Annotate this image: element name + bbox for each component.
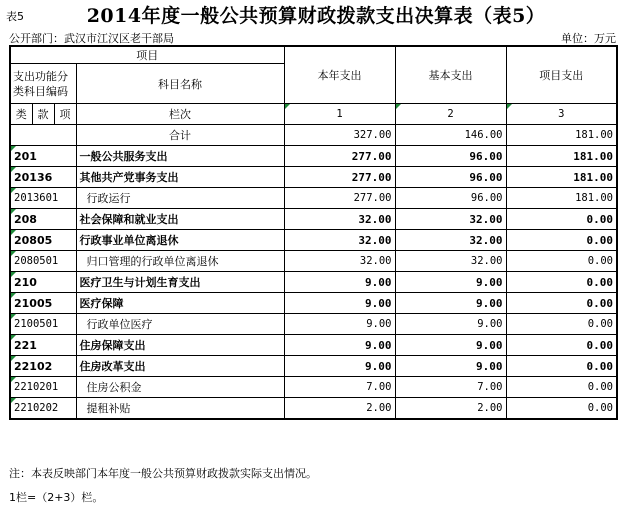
row-total-value: 277.00 bbox=[284, 188, 395, 209]
row-project-value: 0.00 bbox=[506, 335, 617, 356]
row-subject-name: 行政事业单位离退休 bbox=[76, 230, 284, 251]
lanci-label: 栏次 bbox=[76, 104, 284, 125]
table-row bbox=[10, 398, 617, 420]
row-total-value: 9.00 bbox=[284, 356, 395, 377]
code-header: 支出功能分类科目编码 bbox=[10, 64, 76, 104]
table-row bbox=[10, 356, 617, 377]
kuan-header: 款 bbox=[32, 104, 54, 125]
row-subject-name: 提租补贴 bbox=[76, 398, 284, 420]
total-value-3: 181.00 bbox=[506, 125, 617, 146]
row-code: 20805 bbox=[10, 230, 76, 251]
project-header: 项目 bbox=[10, 46, 284, 64]
row-total-value: 2.00 bbox=[284, 398, 395, 420]
table-row bbox=[10, 188, 617, 209]
xiang-header: 项 bbox=[54, 104, 76, 125]
row-total-value: 32.00 bbox=[284, 230, 395, 251]
row-basic-value: 9.00 bbox=[395, 293, 506, 314]
unit-label: 单位：万元 bbox=[561, 32, 616, 45]
row-subject-name: 归口管理的行政单位离退休 bbox=[76, 251, 284, 272]
department-label: 公开部门：武汉市江汉区老干部局 bbox=[9, 32, 174, 45]
index-2: 2 bbox=[395, 104, 506, 125]
row-code: 201 bbox=[10, 146, 76, 167]
row-total-value: 277.00 bbox=[284, 146, 395, 167]
row-subject-name: 住房保障支出 bbox=[76, 335, 284, 356]
row-subject-name: 其他共产党事务支出 bbox=[76, 167, 284, 188]
table-row bbox=[10, 377, 617, 398]
row-project-value: 0.00 bbox=[506, 209, 617, 230]
row-code: 2210202 bbox=[10, 398, 76, 420]
row-project-value: 0.00 bbox=[506, 314, 617, 335]
row-project-value: 0.00 bbox=[506, 398, 617, 420]
row-subject-name: 医疗卫生与计划生育支出 bbox=[76, 272, 284, 293]
row-total-value: 9.00 bbox=[284, 293, 395, 314]
row-basic-value: 2.00 bbox=[395, 398, 506, 420]
row-basic-value: 96.00 bbox=[395, 188, 506, 209]
row-total-value: 9.00 bbox=[284, 335, 395, 356]
row-basic-value: 9.00 bbox=[395, 272, 506, 293]
row-project-value: 0.00 bbox=[506, 272, 617, 293]
lei-header: 类 bbox=[10, 104, 32, 125]
index-1: 1 bbox=[284, 104, 395, 125]
row-project-value: 181.00 bbox=[506, 188, 617, 209]
row-subject-name: 社会保障和就业支出 bbox=[76, 209, 284, 230]
row-code: 2210201 bbox=[10, 377, 76, 398]
table-row bbox=[10, 314, 617, 335]
table-row bbox=[10, 272, 617, 293]
table-row bbox=[10, 293, 617, 314]
row-total-value: 7.00 bbox=[284, 377, 395, 398]
row-basic-value: 9.00 bbox=[395, 356, 506, 377]
row-total-value: 32.00 bbox=[284, 251, 395, 272]
expenditure-table bbox=[9, 45, 618, 420]
row-project-value: 181.00 bbox=[506, 146, 617, 167]
row-basic-value: 32.00 bbox=[395, 230, 506, 251]
subject-name-header: 科目名称 bbox=[76, 64, 284, 104]
row-total-value: 9.00 bbox=[284, 314, 395, 335]
row-code: 2080501 bbox=[10, 251, 76, 272]
row-basic-value: 32.00 bbox=[395, 251, 506, 272]
table-row bbox=[10, 146, 617, 167]
footnote-2: 1栏=（2+3）栏。 bbox=[9, 491, 104, 504]
row-project-value: 0.00 bbox=[506, 251, 617, 272]
col-basic-header: 基本支出 bbox=[395, 46, 506, 104]
table-tag: 表5 bbox=[6, 10, 24, 23]
page-title: 2014年度一般公共预算财政拨款支出决算表（表5） bbox=[86, 5, 546, 27]
row-subject-name: 住房公积金 bbox=[76, 377, 284, 398]
row-basic-value: 9.00 bbox=[395, 335, 506, 356]
row-code: 208 bbox=[10, 209, 76, 230]
total-value-2: 146.00 bbox=[395, 125, 506, 146]
row-code: 210 bbox=[10, 272, 76, 293]
row-basic-value: 96.00 bbox=[395, 167, 506, 188]
total-code-cell bbox=[10, 125, 76, 146]
footnote-1: 注：本表反映部门本年度一般公共预算财政拨款实际支出情况。 bbox=[9, 467, 317, 480]
col-total-header: 本年支出 bbox=[284, 46, 395, 104]
table-row bbox=[10, 167, 617, 188]
row-code: 22102 bbox=[10, 356, 76, 377]
row-total-value: 277.00 bbox=[284, 167, 395, 188]
total-label: 合计 bbox=[76, 125, 284, 146]
row-basic-value: 96.00 bbox=[395, 146, 506, 167]
row-code: 2013601 bbox=[10, 188, 76, 209]
total-value-1: 327.00 bbox=[284, 125, 395, 146]
row-project-value: 181.00 bbox=[506, 167, 617, 188]
row-subject-name: 一般公共服务支出 bbox=[76, 146, 284, 167]
table-row bbox=[10, 251, 617, 272]
row-code: 20136 bbox=[10, 167, 76, 188]
row-project-value: 0.00 bbox=[506, 356, 617, 377]
row-basic-value: 32.00 bbox=[395, 209, 506, 230]
table-row bbox=[10, 230, 617, 251]
table-row bbox=[10, 209, 617, 230]
row-subject-name: 行政运行 bbox=[76, 188, 284, 209]
row-project-value: 0.00 bbox=[506, 230, 617, 251]
row-basic-value: 7.00 bbox=[395, 377, 506, 398]
row-basic-value: 9.00 bbox=[395, 314, 506, 335]
row-subject-name: 医疗保障 bbox=[76, 293, 284, 314]
table-row bbox=[10, 335, 617, 356]
index-3: 3 bbox=[506, 104, 617, 125]
col-project-header: 项目支出 bbox=[506, 46, 617, 104]
row-project-value: 0.00 bbox=[506, 293, 617, 314]
row-subject-name: 住房改革支出 bbox=[76, 356, 284, 377]
row-code: 221 bbox=[10, 335, 76, 356]
row-code: 21005 bbox=[10, 293, 76, 314]
row-total-value: 9.00 bbox=[284, 272, 395, 293]
row-total-value: 32.00 bbox=[284, 209, 395, 230]
row-code: 2100501 bbox=[10, 314, 76, 335]
row-project-value: 0.00 bbox=[506, 377, 617, 398]
row-subject-name: 行政单位医疗 bbox=[76, 314, 284, 335]
